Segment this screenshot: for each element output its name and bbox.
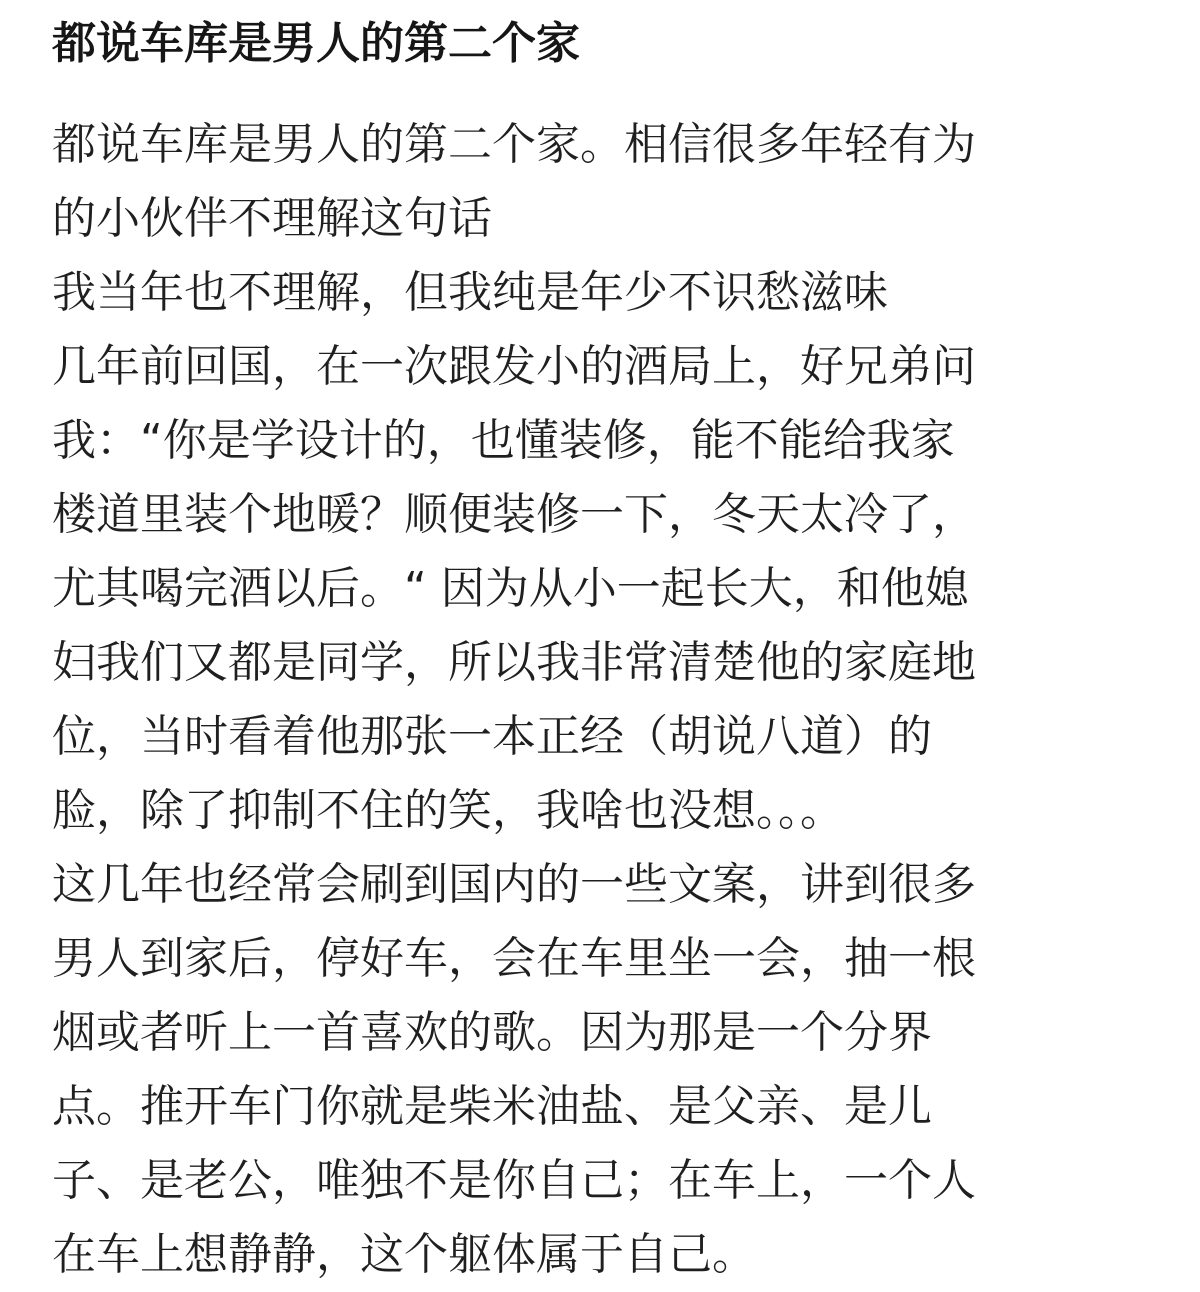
post-article: [52, 12, 1172, 1292]
body-line: 男人到家后，停好车，会在车里坐一会，抽一根: [52, 933, 976, 984]
body-line: 脸，除了抑制不住的笑，我啥也没想。。。: [52, 785, 844, 836]
body-line: 我：“你是学设计的，也懂装修，能不能给我家: [52, 415, 955, 466]
body-line: 妇我们又都是同学，所以我非常清楚他的家庭地: [52, 637, 976, 688]
body-line: 尤其喝完酒以后。“ 因为从小一起长大，和他媳: [52, 563, 969, 614]
body-line: 烟或者听上一首喜欢的歌。因为那是一个分界: [52, 1007, 932, 1058]
body-line: 我当年也不理解，但我纯是年少不识愁滋味: [52, 267, 888, 318]
body-line: 几年前回国，在一次跟发小的酒局上，好兄弟问: [52, 341, 976, 392]
body-line: 点。推开车门你就是柴米油盐、是父亲、是儿: [52, 1081, 932, 1132]
post-title: 都说车库是男人的第二个家: [52, 18, 580, 69]
post-body: [52, 108, 1172, 1292]
body-line: 的小伙伴不理解这句话: [52, 193, 492, 244]
body-line: 位，当时看着他那张一本正经（胡说八道）的: [52, 711, 932, 762]
body-line: 楼道里装个地暖？顺便装修一下，冬天太冷了，: [52, 489, 976, 540]
body-line: 都说车库是男人的第二个家。相信很多年轻有为: [52, 119, 976, 170]
body-line: 在车上想静静，这个躯体属于自己。: [52, 1229, 756, 1280]
body-line: 这几年也经常会刷到国内的一些文案，讲到很多: [52, 859, 976, 910]
body-line: 子、是老公，唯独不是你自己；在车上，一个人: [52, 1155, 976, 1206]
